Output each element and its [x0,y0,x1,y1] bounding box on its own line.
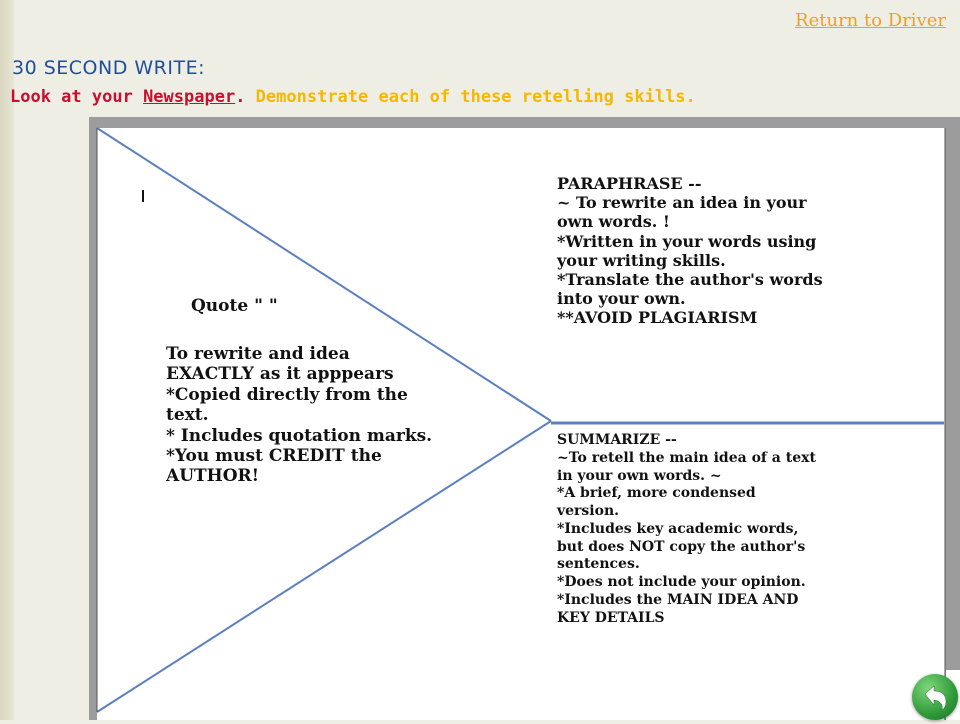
quote-title: Quote " " [191,296,278,316]
paraphrase-line: *Translate the author's words [557,269,823,289]
summarize-line: *Does not include your opinion. [557,574,806,591]
summarize-line: but does NOT copy the author's [557,538,806,555]
summarize-line: SUMMARIZE -- [557,432,677,448]
tick-mark [142,190,144,202]
paraphrase-line: *Written in your words using [557,231,817,251]
summarize-line: *Includes key academic words, [557,520,799,537]
return-button[interactable] [912,674,958,720]
summarize-line: KEY DETAILS [557,609,665,626]
instruction-dot: . [235,87,256,107]
summarize-block [557,432,857,627]
paraphrase-line: PARAPHRASE -- [557,174,702,193]
paraphrase-line: your writing skills. [557,250,726,270]
paraphrase-line: into your own. [557,289,686,309]
page-title: 30 SECOND WRITE: [12,57,205,79]
quote-line: text. [166,405,209,426]
quote-line: To rewrite and idea [166,344,350,364]
paraphrase-line: own words. ! [557,212,670,232]
quote-line: * Includes quotation marks. [166,425,433,446]
paraphrase-block [557,174,877,328]
summarize-line: in your own words. ~ [557,467,722,484]
instruction-prefix: Look at your [10,87,144,107]
return-to-driver-link[interactable]: Return to Driver [795,10,946,31]
summarize-line: version. [557,503,620,520]
instruction-suffix: Demonstrate each of these retelling skills. [255,87,696,107]
quote-line: EXACTLY as it apppears [166,364,394,385]
summarize-line: *Includes the MAIN IDEA AND [557,591,799,608]
paraphrase-line: ~ To rewrite an idea in your [557,193,807,213]
paraphrase-line: **AVOID PLAGIARISM [557,308,758,328]
quote-line: *Copied directly from the [166,384,408,405]
quote-line: *You must CREDIT the [166,445,382,466]
quote-body [166,344,466,487]
newspaper-link[interactable]: Newspaper [143,87,236,107]
quote-line: AUTHOR! [166,466,260,487]
return-arrow-icon [912,674,958,720]
summarize-line: *A brief, more condensed [557,485,756,502]
summarize-line: ~To retell the main idea of a text [557,449,816,466]
summarize-line: sentences. [557,556,640,573]
